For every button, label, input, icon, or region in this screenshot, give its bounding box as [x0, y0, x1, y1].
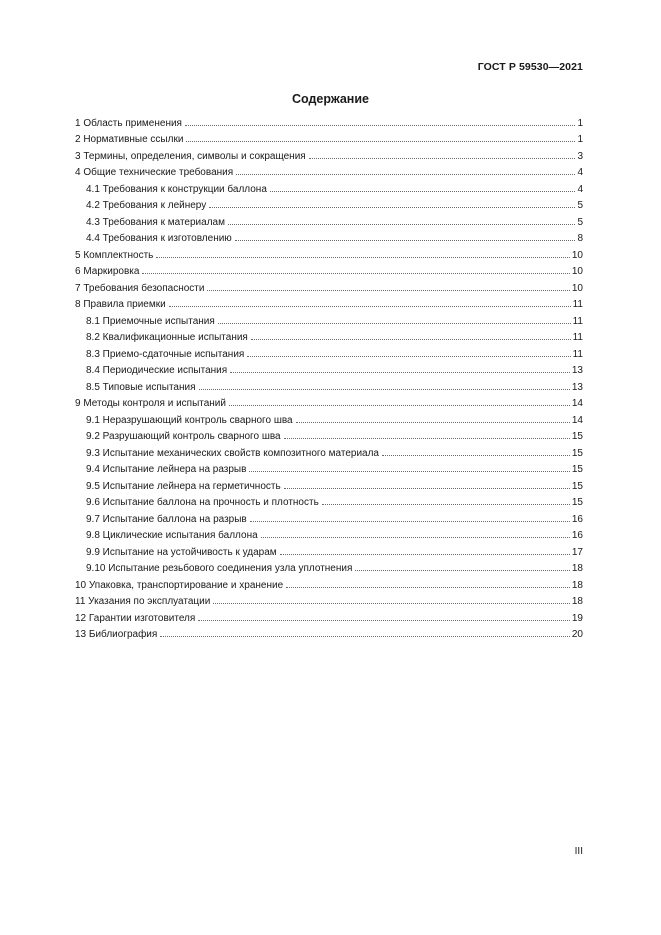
toc-title: Содержание — [291, 92, 369, 106]
toc-entry-title: 8 Правила приемки — [75, 299, 166, 310]
toc-entry[interactable] — [75, 129, 583, 146]
toc-dot-leader — [261, 525, 570, 538]
toc-entry-title: 10 Упаковка, транспортирование и хранение — [75, 579, 284, 591]
toc-dot-leader — [213, 591, 570, 604]
toc-entry-title: 8.4 Периодические испытания — [86, 365, 228, 376]
toc-entry[interactable] — [75, 162, 583, 179]
toc-entry-title: 9.6 Испытание баллона на прочность и плотность — [86, 497, 319, 508]
toc-dot-leader — [228, 212, 575, 225]
toc-entry-title: 4 Общие технические требования — [75, 167, 234, 178]
toc-entry[interactable] — [75, 178, 583, 195]
toc-entry[interactable] — [75, 343, 583, 360]
toc-entry-title: 3 Термины, определения, символы и сокращения — [75, 150, 306, 162]
toc-dot-leader — [296, 410, 570, 423]
toc-entry-page: 3 — [577, 150, 583, 162]
toc-entry[interactable] — [75, 211, 583, 228]
toc-entry[interactable] — [75, 376, 583, 393]
toc-entry-title: 4.2 Требования к лейнеру — [86, 200, 207, 211]
toc-dot-leader — [142, 261, 569, 274]
toc-entry-page: 19 — [571, 612, 583, 624]
toc-dot-leader — [284, 476, 570, 489]
toc-entry-page: 10 — [571, 249, 583, 261]
toc-dot-leader — [169, 294, 571, 307]
toc-entry-page: 14 — [571, 398, 583, 409]
toc-entry-page: 15 — [571, 480, 583, 492]
toc-entry[interactable] — [75, 426, 583, 443]
toc-dot-leader — [156, 245, 570, 258]
toc-entry[interactable] — [75, 145, 583, 162]
toc-entry-page: 20 — [571, 629, 583, 640]
toc-dot-leader — [286, 575, 570, 588]
toc-entry[interactable] — [75, 624, 583, 641]
toc-entry[interactable] — [75, 574, 583, 591]
toc-entry-title: 9.1 Неразрушающий контроль сварного шва — [86, 414, 293, 426]
toc-entry-page: 11 — [572, 348, 583, 360]
toc-entry-page: 18 — [571, 563, 583, 574]
toc-entry-title: 6 Маркировка — [75, 266, 140, 277]
toc-entry-title: 9.4 Испытание лейнера на разрыв — [86, 464, 247, 475]
toc-entry-title: 8.5 Типовые испытания — [86, 381, 196, 393]
toc-entry-page: 4 — [577, 183, 583, 195]
toc-entry-page: 15 — [571, 447, 583, 459]
toc-entry[interactable] — [75, 112, 583, 129]
toc-dot-leader — [284, 426, 570, 439]
toc-dot-leader — [218, 311, 571, 324]
toc-dot-leader — [280, 542, 570, 555]
toc-entry[interactable] — [75, 360, 583, 377]
toc-entry-page: 5 — [577, 216, 583, 228]
toc-dot-leader — [230, 360, 570, 373]
toc-entry-title: 4.4 Требования к изготовлению — [86, 233, 232, 244]
toc-dot-leader — [229, 393, 570, 406]
toc-entry-title: 9.10 Испытание резьбового соединения узла уплотнения — [86, 563, 353, 574]
toc-dot-leader — [309, 146, 576, 159]
toc-dot-leader — [199, 377, 570, 390]
toc-entry[interactable] — [75, 459, 583, 476]
toc-entry-page: 11 — [572, 315, 583, 327]
toc-entry-title: 9.9 Испытание на устойчивость к ударам — [86, 546, 277, 558]
toc-entry-page: 15 — [571, 431, 583, 442]
toc-entry[interactable] — [75, 277, 583, 294]
toc-dot-leader — [209, 195, 575, 208]
page-number: III — [574, 846, 583, 857]
toc-entry[interactable] — [75, 294, 583, 311]
toc-entry-page: 1 — [577, 134, 583, 145]
toc-dot-leader — [382, 443, 570, 456]
toc-entry-page: 16 — [571, 530, 583, 541]
toc-entry[interactable] — [75, 607, 583, 624]
toc-entry-title: 9.3 Испытание механических свойств композитного материала — [86, 447, 379, 459]
toc-entry-page: 15 — [571, 464, 583, 475]
toc-entry[interactable] — [75, 409, 583, 426]
toc-entry-title: 9 Методы контроля и испытаний — [75, 398, 226, 409]
toc-entry[interactable] — [75, 228, 583, 245]
toc-entry-page: 1 — [577, 117, 583, 129]
toc-entry-title: 7 Требования безопасности — [75, 282, 205, 294]
toc-entry[interactable] — [75, 541, 583, 558]
toc-dot-leader — [236, 162, 575, 175]
toc-entry[interactable] — [75, 492, 583, 509]
toc-dot-leader — [249, 459, 569, 472]
toc-entry-page: 15 — [571, 497, 583, 508]
toc-entry[interactable] — [75, 525, 583, 542]
toc-entry[interactable] — [75, 261, 583, 278]
toc-entry-title: 4.3 Требования к материалам — [86, 216, 225, 228]
toc-entry[interactable] — [75, 393, 583, 410]
toc-entry-title: 5 Комплектность — [75, 249, 154, 261]
toc-dot-leader — [322, 492, 570, 505]
table-of-contents — [75, 112, 583, 640]
toc-dot-leader — [250, 509, 570, 522]
toc-dot-leader — [270, 179, 576, 192]
toc-entry[interactable] — [75, 591, 583, 608]
toc-entry-title: 2 Нормативные ссылки — [75, 134, 184, 145]
toc-entry-page: 14 — [571, 414, 583, 426]
toc-entry-page: 13 — [571, 381, 583, 393]
toc-dot-leader — [207, 278, 569, 291]
toc-entry-title: 8.3 Приемо-сдаточные испытания — [86, 348, 245, 360]
toc-entry-page: 18 — [571, 579, 583, 591]
toc-dot-leader — [198, 608, 570, 621]
toc-entry-page: 17 — [571, 546, 583, 558]
toc-entry-page: 13 — [571, 365, 583, 376]
toc-entry-title: 8.2 Квалификационные испытания — [86, 332, 248, 343]
toc-entry-title: 12 Гарантии изготовителя — [75, 612, 196, 624]
toc-dot-leader — [235, 228, 576, 241]
toc-dot-leader — [185, 113, 575, 126]
toc-entry-title: 9.5 Испытание лейнера на герметичность — [86, 480, 281, 492]
toc-entry-page: 11 — [572, 299, 583, 310]
toc-entry-title: 1 Область применения — [75, 117, 182, 129]
toc-dot-leader — [160, 624, 570, 637]
toc-entry-page: 16 — [571, 513, 583, 525]
toc-dot-leader — [355, 558, 569, 571]
toc-entry-page: 10 — [571, 282, 583, 294]
toc-entry-title: 4.1 Требования к конструкции баллона — [86, 183, 267, 195]
toc-entry-page: 10 — [571, 266, 583, 277]
toc-entry[interactable] — [75, 310, 583, 327]
toc-entry-page: 5 — [577, 200, 583, 211]
toc-entry-title: 9.8 Циклические испытания баллона — [86, 530, 258, 541]
toc-entry-title: 13 Библиография — [75, 629, 158, 640]
toc-entry[interactable] — [75, 327, 583, 344]
standard-code: ГОСТ Р 59530—2021 — [477, 61, 583, 73]
toc-entry-page: 18 — [571, 596, 583, 607]
toc-entry[interactable] — [75, 475, 583, 492]
toc-dot-leader — [186, 129, 575, 142]
toc-entry-title: 9.2 Разрушающий контроль сварного шва — [86, 431, 281, 442]
toc-entry[interactable] — [75, 244, 583, 261]
toc-dot-leader — [247, 344, 570, 357]
toc-entry[interactable] — [75, 558, 583, 575]
toc-entry[interactable] — [75, 195, 583, 212]
toc-entry-page: 11 — [572, 332, 583, 343]
toc-entry[interactable] — [75, 508, 583, 525]
toc-dot-leader — [251, 327, 571, 340]
toc-entry-page: 8 — [577, 233, 583, 244]
toc-entry-title: 9.7 Испытание баллона на разрыв — [86, 513, 247, 525]
toc-entry-title: 11 Указания по эксплуатации — [75, 596, 211, 607]
toc-entry[interactable] — [75, 442, 583, 459]
toc-entry-title: 8.1 Приемочные испытания — [86, 315, 215, 327]
toc-entry-page: 4 — [577, 167, 583, 178]
